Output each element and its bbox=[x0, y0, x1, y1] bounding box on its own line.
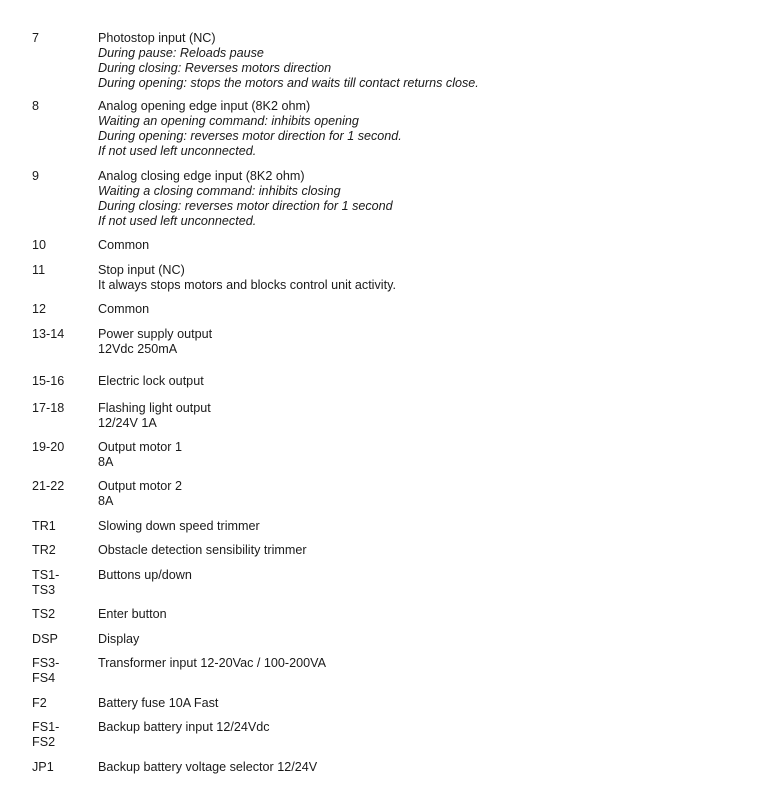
terminal-label-line: TR1 bbox=[32, 519, 56, 533]
description-text: 12Vdc 250mA bbox=[98, 342, 178, 356]
terminal-label bbox=[32, 440, 92, 455]
terminal-label-line: FS3- bbox=[32, 656, 60, 670]
terminal-description bbox=[98, 401, 211, 431]
terminal-label bbox=[32, 479, 92, 494]
terminal-label-line: TR2 bbox=[32, 543, 56, 557]
terminal-label bbox=[32, 696, 92, 711]
terminal-label bbox=[32, 720, 92, 750]
terminal-label-line: 19-20 bbox=[32, 440, 65, 454]
terminal-label-line: 9 bbox=[32, 169, 40, 183]
description-text: Electric lock output bbox=[98, 374, 204, 388]
description-text: Analog closing edge input (8K2 ohm) bbox=[98, 169, 305, 183]
description-text: Obstacle detection sensibility trimmer bbox=[98, 543, 307, 557]
terminal-label bbox=[32, 374, 92, 389]
terminal-label-line: 8 bbox=[32, 99, 40, 113]
terminal-description bbox=[98, 543, 307, 558]
terminal-label bbox=[32, 327, 92, 342]
description-note: Waiting a closing command: inhibits closing bbox=[98, 184, 341, 198]
description-text: It always stops motors and blocks control unit activity. bbox=[98, 278, 396, 292]
terminal-label-line: FS4 bbox=[32, 671, 56, 685]
description-note: If not used left unconnected. bbox=[98, 144, 257, 158]
terminal-description bbox=[98, 440, 182, 470]
terminal-label bbox=[32, 99, 92, 114]
terminal-label bbox=[32, 632, 92, 647]
description-text: Backup battery input 12/24Vdc bbox=[98, 720, 270, 734]
terminal-description bbox=[98, 99, 402, 159]
terminal-description bbox=[98, 696, 218, 711]
terminal-label-line: TS2 bbox=[32, 607, 56, 621]
terminal-label bbox=[32, 568, 92, 598]
description-text: Buttons up/down bbox=[98, 568, 192, 582]
terminal-label-line: FS2 bbox=[32, 735, 56, 749]
terminal-label-line: 12 bbox=[32, 302, 47, 316]
description-text: Analog opening edge input (8K2 ohm) bbox=[98, 99, 311, 113]
description-text: Photostop input (NC) bbox=[98, 31, 216, 45]
terminal-label-line: 7 bbox=[32, 31, 40, 45]
description-text: Power supply output bbox=[98, 327, 213, 341]
description-text: Common bbox=[98, 238, 150, 252]
description-text: Stop input (NC) bbox=[98, 263, 185, 277]
terminal-description bbox=[98, 519, 260, 534]
terminal-label bbox=[32, 656, 92, 686]
description-note: During opening: stops the motors and waits till contact returns close. bbox=[98, 76, 479, 90]
terminal-description bbox=[98, 327, 212, 357]
description-text: Common bbox=[98, 302, 150, 316]
description-text: Display bbox=[98, 632, 140, 646]
description-text: Output motor 1 bbox=[98, 440, 182, 454]
terminal-label bbox=[32, 169, 92, 184]
terminal-label-line: 13-14 bbox=[32, 327, 65, 341]
description-text: Output motor 2 bbox=[98, 479, 182, 493]
terminal-label-line: 11 bbox=[32, 263, 46, 277]
description-text: 12/24V 1A bbox=[98, 416, 157, 430]
description-text: Transformer input 12-20Vac / 100-200VA bbox=[98, 656, 326, 670]
terminal-description bbox=[98, 568, 192, 583]
terminal-description bbox=[98, 656, 326, 671]
terminal-label-line: F2 bbox=[32, 696, 47, 710]
terminal-label-line: FS1- bbox=[32, 720, 60, 734]
description-text: Enter button bbox=[98, 607, 167, 621]
terminal-description bbox=[98, 263, 396, 293]
terminal-label bbox=[32, 519, 92, 534]
terminal-label bbox=[32, 31, 92, 46]
terminal-description bbox=[98, 760, 317, 775]
terminal-label bbox=[32, 760, 92, 775]
terminal-label bbox=[32, 302, 92, 317]
terminal-label bbox=[32, 401, 92, 416]
terminal-label bbox=[32, 238, 92, 253]
description-text: Flashing light output bbox=[98, 401, 211, 415]
description-text: 8A bbox=[98, 455, 114, 469]
description-note: During opening: reverses motor direction for 1 second. bbox=[98, 129, 402, 143]
terminal-description bbox=[98, 169, 393, 229]
terminal-label bbox=[32, 607, 92, 622]
terminal-label-line: 21-22 bbox=[32, 479, 65, 493]
terminal-description bbox=[98, 479, 182, 509]
terminal-label-line: DSP bbox=[32, 632, 58, 646]
description-text: Backup battery voltage selector 12/24V bbox=[98, 760, 318, 774]
description-note: During closing: Reverses motors direction bbox=[98, 61, 332, 75]
description-text: 8A bbox=[98, 494, 114, 508]
terminal-label-line: TS1- bbox=[32, 568, 60, 582]
terminal-description bbox=[98, 632, 139, 647]
terminal-description bbox=[98, 302, 149, 317]
terminal-label bbox=[32, 543, 92, 558]
terminal-label-line: JP1 bbox=[32, 760, 54, 774]
terminal-description bbox=[98, 607, 167, 622]
terminal-description bbox=[98, 31, 479, 91]
terminal-label-line: TS3 bbox=[32, 583, 56, 597]
description-note: If not used left unconnected. bbox=[98, 214, 257, 228]
terminal-label-line: 15-16 bbox=[32, 374, 65, 388]
description-note: During pause: Reloads pause bbox=[98, 46, 264, 60]
terminal-label-line: 17-18 bbox=[32, 401, 65, 415]
terminal-description bbox=[98, 720, 270, 735]
description-note: Waiting an opening command: inhibits opening bbox=[98, 114, 359, 128]
terminal-description bbox=[98, 238, 149, 253]
terminal-label-line: 10 bbox=[32, 238, 47, 252]
description-text: Battery fuse 10A Fast bbox=[98, 696, 219, 710]
description-text: Slowing down speed trimmer bbox=[98, 519, 260, 533]
description-note: During closing: reverses motor direction for 1 second bbox=[98, 199, 393, 213]
terminal-description bbox=[98, 374, 204, 389]
terminal-label bbox=[32, 263, 92, 278]
